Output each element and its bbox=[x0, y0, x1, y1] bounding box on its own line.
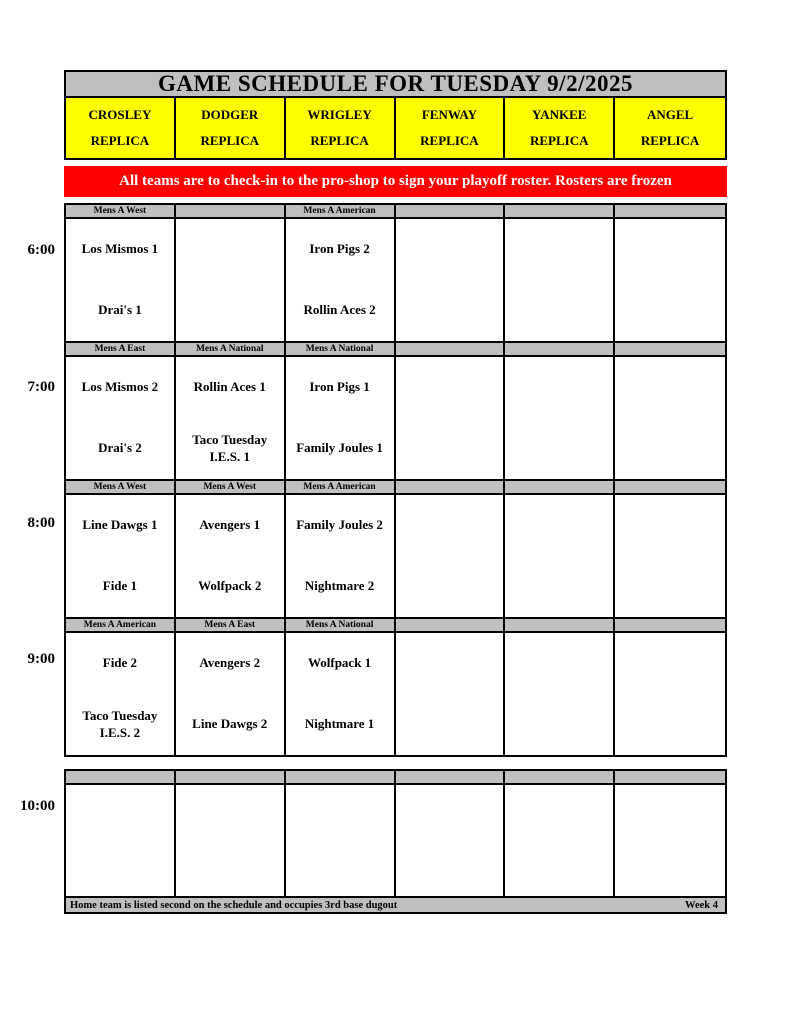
game-cell bbox=[286, 357, 396, 479]
game-cell bbox=[396, 219, 506, 341]
venue-header-angel bbox=[615, 98, 725, 158]
division-label: Mens A West bbox=[66, 205, 176, 217]
division-label: Mens A East bbox=[176, 619, 286, 631]
game-row bbox=[66, 495, 725, 617]
game-cell bbox=[66, 495, 176, 617]
visitor-team: Line Dawgs 1 bbox=[82, 517, 158, 533]
home-team: Line Dawgs 2 bbox=[192, 716, 268, 732]
game-cell bbox=[505, 633, 615, 755]
visitor-team bbox=[396, 219, 504, 280]
game-cell bbox=[615, 633, 725, 755]
division-label bbox=[615, 343, 725, 355]
venue-type: REPLICA bbox=[640, 133, 700, 148]
time-blocks bbox=[64, 203, 727, 757]
venue-name: ANGEL bbox=[646, 107, 694, 122]
home-team: Nightmare 1 bbox=[304, 716, 375, 732]
schedule-block-900 bbox=[64, 619, 727, 757]
visitor-team bbox=[396, 495, 504, 556]
venue-header-crosley bbox=[66, 98, 176, 158]
visitor-team bbox=[615, 357, 725, 418]
venue-header-fenway bbox=[396, 98, 506, 158]
visitor-team bbox=[286, 785, 394, 841]
division-label: Mens A American bbox=[286, 481, 396, 493]
home-team bbox=[66, 841, 174, 897]
visitor-team: Avengers 1 bbox=[199, 517, 261, 533]
time-label-1000: 10:00 bbox=[20, 798, 55, 814]
section-gap bbox=[64, 757, 727, 769]
game-cell bbox=[176, 357, 286, 479]
week-label: Week 4 bbox=[685, 899, 718, 911]
visitor-team: Family Joules 2 bbox=[296, 517, 383, 533]
division-row bbox=[66, 343, 725, 357]
visitor-team bbox=[505, 219, 613, 280]
division-row bbox=[66, 205, 725, 219]
venue-name: FENWAY bbox=[421, 107, 477, 122]
game-cell bbox=[396, 785, 506, 896]
game-cell bbox=[505, 785, 615, 896]
venue-name: WRIGLEY bbox=[307, 107, 372, 122]
division-label bbox=[396, 619, 506, 631]
venue-type: REPLICA bbox=[310, 133, 369, 148]
division-label bbox=[66, 771, 176, 783]
game-cell bbox=[286, 495, 396, 617]
home-team bbox=[505, 418, 613, 479]
game-cell bbox=[66, 219, 176, 341]
game-cell bbox=[176, 785, 286, 896]
visitor-team bbox=[396, 785, 504, 841]
venue-type: REPLICA bbox=[200, 133, 259, 148]
game-cell bbox=[615, 357, 725, 479]
visitor-team bbox=[615, 633, 725, 694]
home-team: Drai's 2 bbox=[98, 440, 142, 456]
visitor-team: Wolfpack 1 bbox=[307, 655, 372, 671]
home-team: Fide 1 bbox=[102, 578, 138, 594]
game-row bbox=[66, 357, 725, 479]
game-cell bbox=[505, 495, 615, 617]
game-cell bbox=[66, 633, 176, 755]
schedule-block-800 bbox=[64, 481, 727, 619]
division-label bbox=[396, 771, 506, 783]
division-label bbox=[615, 771, 725, 783]
visitor-team bbox=[505, 633, 613, 694]
visitor-team bbox=[176, 219, 284, 280]
visitor-team: Rollin Aces 1 bbox=[193, 379, 266, 395]
home-team: Wolfpack 2 bbox=[198, 578, 262, 594]
home-team bbox=[615, 556, 725, 617]
home-team: Drai's 1 bbox=[98, 302, 142, 318]
home-team bbox=[396, 694, 504, 755]
schedule-block-1000 bbox=[64, 769, 727, 898]
home-team: Taco Tuesday I.E.S. 1 bbox=[192, 432, 268, 464]
game-cell bbox=[286, 633, 396, 755]
division-label: Mens A American bbox=[286, 205, 396, 217]
home-team: Rollin Aces 2 bbox=[303, 302, 376, 318]
venue-type: REPLICA bbox=[420, 133, 479, 148]
home-team bbox=[615, 694, 725, 755]
home-team bbox=[396, 280, 504, 341]
footer-bar bbox=[64, 896, 727, 914]
venue-type: REPLICA bbox=[529, 133, 589, 148]
schedule-block-700 bbox=[64, 343, 727, 481]
visitor-team bbox=[615, 495, 725, 556]
time-label-900: 9:00 bbox=[27, 651, 55, 667]
visitor-team: Iron Pigs 1 bbox=[309, 379, 370, 395]
home-team: Family Joules 1 bbox=[296, 440, 383, 456]
division-label: Mens A National bbox=[176, 343, 286, 355]
schedule-table bbox=[64, 70, 727, 914]
division-label bbox=[505, 205, 615, 217]
division-row bbox=[66, 481, 725, 495]
division-label bbox=[505, 619, 615, 631]
home-team: Nightmare 2 bbox=[304, 578, 375, 594]
game-cell bbox=[615, 495, 725, 617]
game-row bbox=[66, 219, 725, 341]
home-team bbox=[396, 418, 504, 479]
schedule-block-600 bbox=[64, 203, 727, 343]
venue-header-wrigley bbox=[286, 98, 396, 158]
division-label bbox=[615, 481, 725, 493]
visitor-team bbox=[505, 785, 613, 841]
division-label: Mens A American bbox=[66, 619, 176, 631]
game-cell bbox=[396, 357, 506, 479]
division-label bbox=[176, 205, 286, 217]
venue-header-row bbox=[64, 96, 727, 160]
game-cell bbox=[176, 633, 286, 755]
title-bar bbox=[64, 70, 727, 98]
home-team bbox=[505, 694, 613, 755]
division-label bbox=[615, 619, 725, 631]
home-team bbox=[176, 841, 284, 897]
venue-header-dodger bbox=[176, 98, 286, 158]
division-label bbox=[396, 205, 506, 217]
home-team bbox=[286, 841, 394, 897]
visitor-team bbox=[505, 495, 613, 556]
home-team bbox=[505, 841, 613, 897]
home-team bbox=[396, 841, 504, 897]
division-label bbox=[396, 481, 506, 493]
visitor-team bbox=[176, 785, 284, 841]
visitor-team: Avengers 2 bbox=[199, 655, 261, 671]
division-label bbox=[396, 343, 506, 355]
game-cell bbox=[615, 785, 725, 896]
time-label-800: 8:00 bbox=[27, 515, 55, 531]
visitor-team bbox=[505, 357, 613, 418]
game-cell bbox=[66, 785, 176, 896]
home-team bbox=[176, 280, 284, 341]
venue-name: DODGER bbox=[201, 107, 259, 122]
visitor-team bbox=[615, 785, 725, 841]
game-cell bbox=[66, 357, 176, 479]
division-label bbox=[505, 481, 615, 493]
division-row bbox=[66, 619, 725, 633]
home-team bbox=[615, 280, 725, 341]
visitor-team: Iron Pigs 2 bbox=[309, 241, 370, 257]
division-row bbox=[66, 771, 725, 785]
home-team bbox=[396, 556, 504, 617]
visitor-team bbox=[396, 357, 504, 418]
game-cell bbox=[396, 633, 506, 755]
venue-name: CROSLEY bbox=[88, 107, 152, 122]
home-team bbox=[505, 280, 613, 341]
division-label bbox=[505, 771, 615, 783]
division-label: Mens A East bbox=[66, 343, 176, 355]
page-title: GAME SCHEDULE FOR TUESDAY 9/2/2025 bbox=[158, 71, 633, 96]
division-label bbox=[176, 771, 286, 783]
division-label bbox=[615, 205, 725, 217]
division-label: Mens A West bbox=[66, 481, 176, 493]
visitor-team bbox=[66, 785, 174, 841]
game-row bbox=[66, 785, 725, 896]
venue-header-yankee bbox=[505, 98, 615, 158]
home-team bbox=[615, 841, 725, 897]
home-team bbox=[615, 418, 725, 479]
visitor-team: Los Mismos 1 bbox=[81, 241, 159, 257]
game-cell bbox=[505, 357, 615, 479]
visitor-team bbox=[615, 219, 725, 280]
footer-note: Home team is listed second on the schedule and occupies 3rd base dugout bbox=[70, 899, 398, 911]
notice-text: All teams are to check-in to the pro-shop to sign your playoff roster. Rosters are frozen bbox=[119, 173, 672, 189]
game-cell bbox=[505, 219, 615, 341]
home-team: Taco Tuesday I.E.S. 2 bbox=[82, 708, 158, 740]
division-label bbox=[505, 343, 615, 355]
visitor-team: Los Mismos 2 bbox=[81, 379, 159, 395]
division-label bbox=[286, 771, 396, 783]
game-cell bbox=[286, 219, 396, 341]
division-label: Mens A West bbox=[176, 481, 286, 493]
home-team bbox=[505, 556, 613, 617]
time-label-700: 7:00 bbox=[27, 379, 55, 395]
game-row bbox=[66, 633, 725, 755]
visitor-team: Fide 2 bbox=[102, 655, 138, 671]
game-cell bbox=[615, 219, 725, 341]
game-cell bbox=[396, 495, 506, 617]
time-label-600: 6:00 bbox=[27, 242, 55, 258]
visitor-team bbox=[396, 633, 504, 694]
game-cell bbox=[286, 785, 396, 896]
game-cell bbox=[176, 495, 286, 617]
division-label: Mens A National bbox=[286, 343, 396, 355]
venue-type: REPLICA bbox=[90, 133, 150, 148]
checkin-notice-banner bbox=[64, 166, 727, 197]
venue-name: YANKEE bbox=[532, 107, 587, 122]
division-label: Mens A National bbox=[286, 619, 396, 631]
game-cell bbox=[176, 219, 286, 341]
